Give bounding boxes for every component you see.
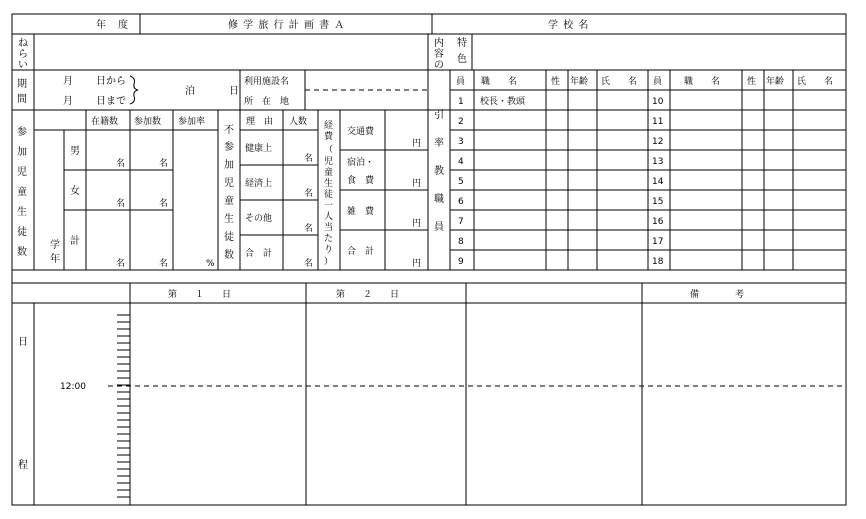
expense-total: 合 計	[347, 247, 375, 257]
svg-text:率: 率	[434, 138, 444, 149]
period-field[interactable]	[36, 72, 238, 108]
svg-text:7: 7	[458, 217, 464, 227]
features-field[interactable]	[474, 36, 844, 68]
svg-text:一: 一	[324, 201, 334, 211]
transport-cost-field[interactable]	[387, 112, 426, 148]
participating-total-field[interactable]	[132, 212, 171, 268]
facility-location-field[interactable]	[307, 92, 426, 109]
schedule-label	[18, 336, 28, 471]
svg-text:徒: 徒	[224, 232, 234, 243]
svg-text:期: 期	[17, 79, 27, 90]
svg-text:15: 15	[652, 197, 664, 207]
svg-text:数: 数	[224, 250, 234, 261]
svg-text:加: 加	[17, 147, 27, 158]
svg-text:員: 員	[456, 77, 466, 87]
period-label	[17, 77, 27, 105]
svg-text:参: 参	[224, 142, 234, 153]
svg-text:11: 11	[652, 117, 664, 127]
svg-text:学: 学	[50, 240, 60, 251]
svg-text:16: 16	[652, 217, 664, 227]
svg-text:年齢: 年齢	[766, 77, 785, 87]
svg-text:童: 童	[17, 187, 27, 198]
staff-table-right-fields[interactable]	[672, 92, 844, 268]
facility-name-label: 利用施設名	[244, 77, 290, 87]
svg-text:人: 人	[324, 212, 334, 222]
svg-text:引: 引	[434, 110, 444, 121]
svg-text:ね: ね	[18, 38, 28, 49]
count-economic-field[interactable]	[285, 167, 316, 198]
svg-text:児: 児	[224, 178, 234, 189]
non-participants-label	[224, 124, 234, 261]
expense-lodging-1: 宿泊・	[347, 158, 375, 168]
staff-header-right	[653, 75, 833, 87]
enrolled-male-field[interactable]	[88, 132, 128, 168]
svg-text:教: 教	[434, 166, 444, 177]
svg-text:間: 間	[17, 94, 27, 105]
reason-total: 合 計	[245, 249, 273, 259]
svg-text:9: 9	[458, 257, 464, 267]
svg-text:年: 年	[50, 254, 60, 265]
features-label	[434, 36, 467, 71]
noon-time-label: 12:00	[60, 382, 86, 392]
svg-text:ら: ら	[18, 49, 28, 60]
time-scale	[117, 315, 130, 497]
svg-text:費: 費	[324, 132, 334, 142]
svg-text:職: 職	[434, 194, 444, 205]
school-name-field[interactable]	[610, 16, 844, 32]
svg-text:6: 6	[458, 197, 464, 207]
expenses-label	[324, 119, 334, 267]
rate-header: 参加率	[178, 117, 206, 127]
staff-first-position: 校長・教頭	[480, 97, 526, 107]
svg-text:色: 色	[457, 54, 467, 65]
svg-text:13: 13	[652, 157, 664, 167]
svg-text:（: （	[324, 145, 334, 155]
year-field[interactable]	[14, 16, 138, 32]
svg-text:加: 加	[224, 160, 234, 171]
svg-text:10: 10	[652, 97, 664, 107]
row-female: 女	[70, 186, 80, 197]
svg-text:員: 員	[434, 222, 444, 233]
count-total-field[interactable]	[285, 237, 316, 268]
count-health-field[interactable]	[285, 132, 316, 163]
staff-header-left	[456, 75, 637, 87]
day1-header: 第 １ 日	[168, 290, 232, 300]
svg-text:た: た	[324, 234, 334, 244]
facility-location-label: 所 在 地	[244, 97, 290, 107]
day1-schedule-field[interactable]	[132, 305, 304, 503]
svg-text:徒: 徒	[17, 227, 27, 238]
svg-text:性: 性	[747, 77, 757, 87]
staff-numbers-right	[652, 97, 664, 267]
svg-text:参: 参	[17, 127, 27, 138]
participating-male-field[interactable]	[132, 132, 171, 168]
staff-numbers-left	[458, 97, 464, 267]
svg-text:内: 内	[434, 38, 444, 49]
aim-field[interactable]	[36, 36, 426, 68]
svg-text:4: 4	[458, 157, 464, 167]
enrolled-total-field[interactable]	[88, 212, 128, 268]
expense-transport: 交通費	[347, 127, 375, 137]
svg-text:児: 児	[324, 157, 334, 167]
svg-text:2: 2	[458, 117, 464, 127]
svg-text:生: 生	[224, 214, 234, 225]
enrolled-header: 在籍数	[91, 117, 119, 127]
aim-label	[18, 37, 28, 71]
lodging-cost-field[interactable]	[387, 152, 426, 188]
svg-text:童: 童	[324, 168, 334, 178]
form-title: 修 学 旅 行 計 画 書 Ａ	[228, 20, 346, 31]
svg-text:程: 程	[18, 460, 28, 471]
svg-text:徒: 徒	[324, 190, 334, 200]
svg-text:い: い	[18, 60, 28, 71]
remarks-header: 備 考	[690, 290, 745, 300]
svg-text:生: 生	[324, 179, 334, 189]
svg-text:童: 童	[224, 196, 234, 207]
facility-name-field[interactable]	[307, 72, 426, 89]
svg-text:氏 名: 氏 名	[601, 77, 638, 87]
svg-text:り: り	[324, 245, 334, 255]
enrolled-female-field[interactable]	[88, 172, 128, 208]
misc-cost-field[interactable]	[387, 192, 426, 228]
svg-text:18: 18	[652, 257, 664, 267]
count-other-field[interactable]	[285, 202, 316, 233]
svg-text:生: 生	[17, 207, 27, 218]
svg-text:14: 14	[652, 177, 664, 187]
participating-header: 参加数	[134, 117, 162, 127]
expense-lodging-2: 食 費	[347, 176, 375, 186]
svg-text:12: 12	[652, 137, 664, 147]
svg-text:5: 5	[458, 177, 464, 187]
row-total: 計	[70, 236, 80, 247]
svg-text:日: 日	[18, 337, 28, 348]
svg-text:経: 経	[324, 121, 334, 131]
reason-other: その他	[245, 214, 273, 224]
svg-text:当: 当	[324, 223, 334, 233]
participants-label	[17, 126, 27, 258]
svg-text:の: の	[434, 60, 444, 71]
count-header: 人数	[289, 117, 308, 127]
svg-text:年齢: 年齢	[570, 77, 589, 87]
reason-header: 理 由	[246, 117, 274, 127]
reason-health: 健康上	[245, 144, 273, 154]
participating-female-field[interactable]	[132, 172, 171, 208]
svg-text:員: 員	[653, 77, 663, 87]
staff-label	[434, 108, 444, 233]
svg-text:17: 17	[652, 237, 664, 247]
svg-text:8: 8	[458, 237, 464, 247]
row-male: 男	[70, 146, 80, 157]
remarks-field[interactable]	[644, 305, 844, 503]
svg-text:不: 不	[224, 125, 234, 136]
svg-text:職 名: 職 名	[481, 77, 518, 87]
svg-text:職 名: 職 名	[684, 77, 721, 87]
svg-text:氏 名: 氏 名	[797, 77, 834, 87]
svg-text:容: 容	[434, 49, 444, 60]
svg-text:性: 性	[551, 77, 561, 87]
day3-schedule-field[interactable]	[468, 305, 640, 503]
day2-header: 第 ２ 日	[336, 290, 400, 300]
total-cost-field[interactable]	[387, 232, 426, 268]
staff-table-left-fields[interactable]	[476, 112, 646, 268]
grade-label	[50, 238, 60, 265]
day2-schedule-field[interactable]	[308, 305, 464, 503]
svg-text:児: 児	[17, 167, 27, 178]
svg-text:特: 特	[457, 38, 467, 49]
svg-text:数: 数	[17, 247, 27, 258]
reason-economic: 経済上	[245, 179, 273, 189]
svg-text:1: 1	[458, 97, 464, 107]
participation-rate-field[interactable]	[175, 132, 216, 268]
expense-misc: 雑 費	[347, 207, 375, 217]
school-name-label: 学 校 名	[548, 20, 590, 31]
svg-text:3: 3	[458, 137, 464, 147]
svg-text:）: ）	[324, 257, 334, 267]
